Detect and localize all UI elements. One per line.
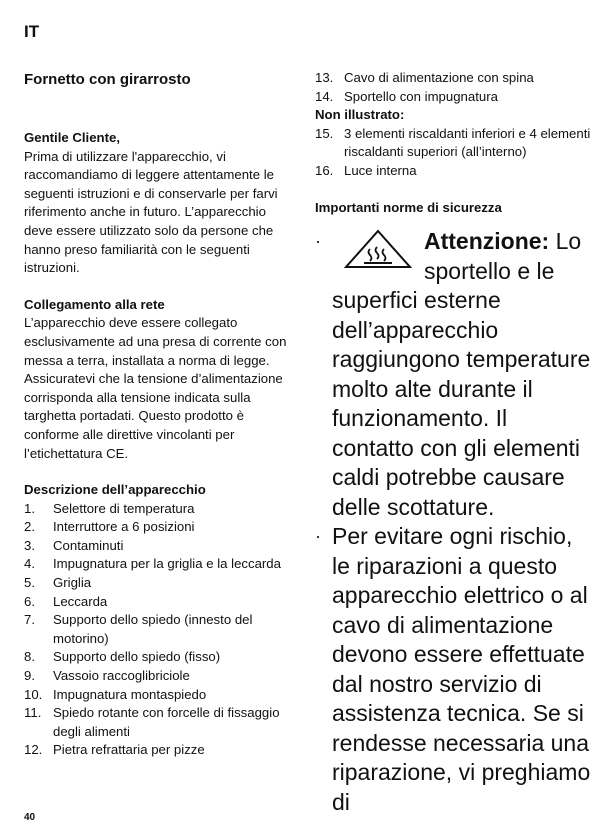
intro-heading: Gentile Cliente, bbox=[24, 130, 120, 145]
list-item: 11. Spiedo rotante con forcelle di fissaggio degli alimenti bbox=[24, 705, 280, 739]
list-item: 4. Impugnatura per la griglia e la leccarda bbox=[24, 556, 281, 572]
list-item: 5. Griglia bbox=[24, 575, 92, 591]
bullet-dot: · bbox=[315, 231, 321, 252]
bullet-dot: · bbox=[315, 526, 321, 547]
right-column bbox=[315, 69, 595, 817]
left-column bbox=[24, 129, 294, 760]
warning-text-rest: superfici esterne dell’apparecchio raggiungono temperature molto alte durante il funzionamento. Il contatto con gli elementi caldi potrebbe causare delle scottature. bbox=[332, 287, 591, 520]
description-section bbox=[24, 481, 294, 760]
repair-text: Per evitare ogni rischio, le riparazioni a questo apparecchio elettrico o al cavo di alimentazione devono essere effettuate dal nostro servizio di assistenza tecnica. Se si rendesse necessaria una riparazione, vi preghiamo di bbox=[332, 523, 591, 815]
page-number: 40 bbox=[24, 812, 36, 823]
not-shown-label: Non illustrato: bbox=[315, 107, 405, 123]
page-title: Fornetto con girarrosto bbox=[24, 71, 191, 88]
safety-bullet-repair bbox=[315, 522, 595, 817]
list-item: 14. Sportello con impugnatura bbox=[315, 88, 498, 104]
connection-text: L’apparecchio deve essere collegato esclusivamente ad una presa di corrente con messa a terra, installata a norma di legge. Assicuratevi che la tensione d’alimentazione corrisponda alla tensione indicata sulla targhetta portadati. Questo prodotto è conforme alle direttive vincolanti per l’etichettatura CE. bbox=[24, 315, 287, 461]
list-item: 7. Supporto dello spiedo (innesto del motorino) bbox=[24, 612, 253, 646]
list-item: 9. Vassoio raccoglibriciole bbox=[24, 668, 190, 684]
list-item: 10. Impugnatura montaspiedo bbox=[24, 686, 207, 702]
safety-bullet-heat bbox=[315, 227, 595, 522]
list-item: 15. 3 elementi riscaldanti inferiori e 4 elementi riscaldanti superiori (all’interno) bbox=[315, 125, 591, 160]
list-item: 16. Luce interna bbox=[315, 162, 417, 178]
intro-text: Prima di utilizzare l'apparecchio, vi raccomandiamo di leggere attentamente le seguenti istruzioni e di conservarle per farvi riferimento anche in futuro. L’apparecchio deve essere utilizzato solo da persone che hanno preso familiarità con le seguenti istruzioni. bbox=[24, 148, 278, 276]
connection-heading: Collegamento alla rete bbox=[24, 296, 165, 312]
description-heading: Descrizione dell’apparecchio bbox=[24, 482, 206, 498]
list-item: 2. Interruttore a 6 posizioni bbox=[24, 519, 195, 535]
warning-label: Attenzione: bbox=[424, 228, 550, 255]
warning-text-1: Lo bbox=[549, 228, 582, 255]
not-shown-list bbox=[315, 125, 595, 181]
intro-section bbox=[24, 129, 294, 278]
list-item: 3. Contaminuti bbox=[24, 537, 124, 553]
description-list-continued bbox=[315, 69, 595, 106]
language-code: IT bbox=[24, 22, 40, 41]
list-item: 12. Pietra refrattaria per pizze bbox=[24, 742, 205, 758]
hot-surface-warning-icon bbox=[344, 229, 412, 269]
connection-section bbox=[24, 296, 294, 463]
list-item: 13. Cavo di alimentazione con spina bbox=[315, 70, 534, 85]
list-item: 6. Leccarda bbox=[24, 593, 108, 609]
safety-heading: Importanti norme di sicurezza bbox=[315, 199, 502, 215]
description-list bbox=[24, 500, 294, 760]
list-item: 8. Supporto dello spiedo (fisso) bbox=[24, 649, 221, 665]
warning-text-2: sportello e le bbox=[424, 257, 555, 284]
list-item: 1. Selettore di temperatura bbox=[24, 500, 195, 516]
